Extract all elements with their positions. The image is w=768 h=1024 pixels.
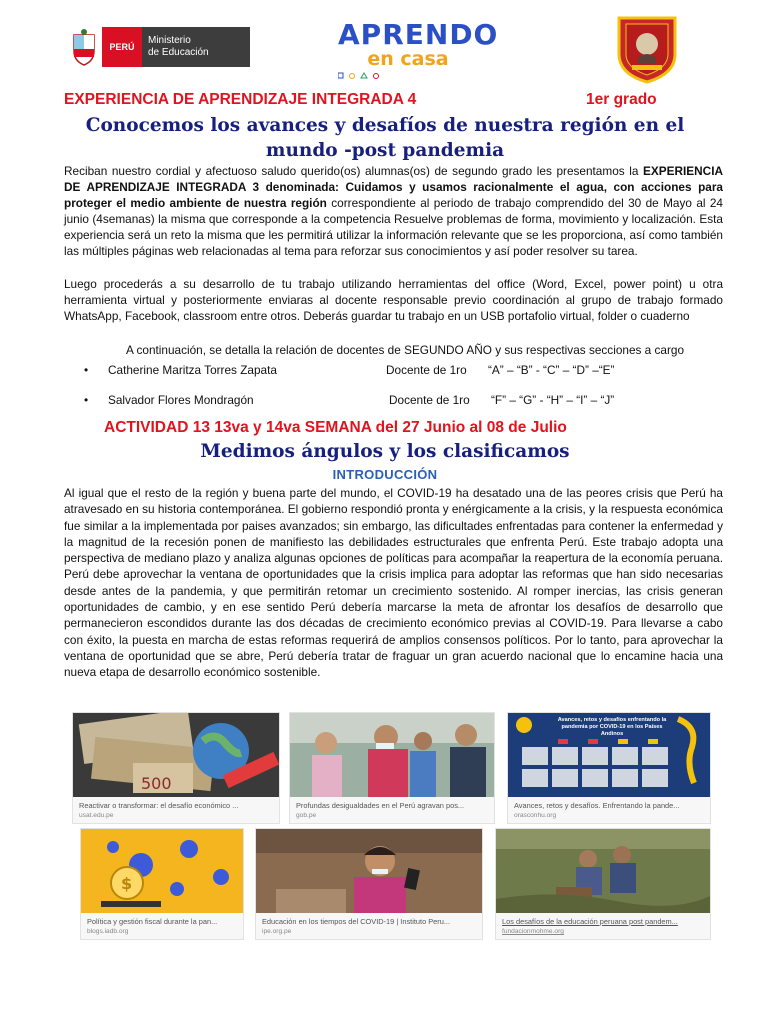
ministry-name bbox=[142, 27, 250, 67]
svg-text:500: 500 bbox=[141, 774, 172, 793]
activity-line: ACTIVIDAD 13 13va y 14va SEMANA del 27 Junio al 08 de Julio bbox=[104, 419, 567, 436]
peru-ministry-logo bbox=[70, 25, 250, 69]
teacher-name: Salvador Flores Mondragón bbox=[108, 393, 254, 407]
image-source: gob.pe bbox=[296, 812, 317, 819]
image-result-card[interactable] bbox=[72, 712, 280, 824]
peru-shield-icon bbox=[70, 27, 98, 67]
image-source: ipe.org.pe bbox=[262, 928, 292, 935]
image-result-card[interactable] bbox=[495, 828, 711, 940]
teacher-sections: “F” – “G” - “H” – “I” – “J” bbox=[491, 393, 615, 407]
intro-paragraph-bold: EXPERIENCIA DE APRENDIZAJE INTEGRADA 3 denominada: Cuidamos y usamos racionalmente el agua, con acciones para proteger el medio ambiente de nuestra región bbox=[64, 164, 723, 211]
teacher-sections: “A” – “B” - “C” – “D” –“E” bbox=[488, 363, 615, 377]
image-source: blogs.iadb.org bbox=[87, 928, 129, 935]
en-casa-text: en casa bbox=[367, 48, 449, 70]
teacher-role: Docente de 1ro bbox=[386, 363, 467, 377]
video-conference-image bbox=[508, 713, 710, 797]
aprendo-en-casa-logo bbox=[338, 18, 499, 70]
money-globe-image bbox=[73, 713, 279, 797]
experience-title: EXPERIENCIA DE APRENDIZAJE INTEGRADA 4 bbox=[64, 91, 417, 108]
image-source: fundacionmohme.org bbox=[502, 928, 564, 935]
image-caption: Avances, retos y desafíos. Enfrentando la pande... bbox=[514, 801, 680, 810]
bullet-icon: • bbox=[84, 393, 89, 407]
image-source: orasconhu.org bbox=[514, 812, 557, 819]
image-caption: Política y gestión fiscal durante la pan... bbox=[87, 917, 218, 926]
bullet-icon: • bbox=[84, 363, 89, 377]
image-result-card[interactable] bbox=[80, 828, 244, 940]
peru-flag-label: PERÚ bbox=[102, 27, 142, 67]
introduction-heading: INTRODUCCIÓN bbox=[332, 467, 438, 482]
masked-people-image bbox=[290, 713, 494, 797]
instructions-paragraph: Luego procederás a su desarrollo de tu trabajo utilizando herramientas del office (Word, Excel, power point) u otra herramienta virtual y posteriormente enviaras al docente responsable previo coordinación al grupo de trabajo formado WhatsApp, Facebook, classroom entre otros. Deberás guardar tu trabajo en un USB portafolio virtual, folder o cuaderno bbox=[64, 277, 723, 324]
girl-phone-image bbox=[256, 829, 482, 913]
intro-paragraph-part-1: Reciban nuestro cordial y afectuoso saludo querido(os) alumnas(os) de segundo grado les presentamos la bbox=[64, 164, 644, 178]
ministry-line-2: de Educación bbox=[148, 47, 209, 58]
grade-label: 1er grado bbox=[586, 91, 657, 108]
school-crest-icon bbox=[614, 14, 680, 84]
image-result-card[interactable] bbox=[289, 712, 495, 824]
activity-title: Medimos ángulos y los clasificamos bbox=[200, 441, 570, 462]
conference-banner-text: Avances, retos y desafíos enfrentando la pandemia por COVID-19 en los Países Andinos bbox=[557, 717, 667, 737]
intro-paragraph bbox=[64, 163, 723, 260]
aprendo-shapes-icon bbox=[338, 72, 388, 82]
virus-coin-image bbox=[81, 829, 243, 913]
ministry-line-1: Ministerio bbox=[148, 35, 191, 46]
image-caption: Educación en los tiempos del COVID-19 | Instituto Peru... bbox=[262, 917, 451, 926]
image-caption: Los desafíos de la educación peruana post pandem... bbox=[502, 917, 678, 926]
introduction-paragraph: Al igual que el resto de la región y buena parte del mundo, el COVID-19 ha desatado una de las peores crisis que Perú ha atravesado en su historia contemporánea. El gobierno respondió pronta y enérgicamente a la crisis, y la respuesta económica fue similar a la implementada por paises avanzados; sin embargo, las dificultades enfrentadas para contener la enfermedad y la magnitud de la recesión ponen de manifiesto las debilidades estructurales que enfrenta Perú. Este trabajo adopta una perspectiva de mediano plazo y analiza algunas opciones de políticas para acompañar la reapertura de la economía peruana. Perú debe aprovechar la ventana de oportunidades que la crisis implica para adoptar las reformas que han sido necesarias desde antes de la pandemia, y que permitirán retomar un crecimiento sostenido. Al romper inercias, las crisis generan oportunidades de cambio, y en ese sentido Perú debería marcarse la meta de afrontar los desafíos de desarrollo que permanecieron escondidos durante las dos décadas de crecimiento económico previas al COVID-19. Para llevarse a cabo con éxito, la puesta en marcha de estas reformas requerirá de amplios consensos políticos. Por lo tanto, para aprovechar la ventana de oportunidad que se abre, Perú debería tratar de fraguar un gran acuerdo nacional que lo encamine hacia una nueva etapa de desarrollo económico sostenible. bbox=[64, 486, 723, 680]
children-field-image bbox=[496, 829, 710, 913]
teachers-intro: A continuación, se detalla la relación de docentes de SEGUNDO AÑO y sus respectivas secciones a cargo bbox=[126, 343, 685, 357]
intro-paragraph-part-3: correspondiente al periodo de trabajo comprendido del 30 de Mayo al 24 junio (4semanas) la misma que corresponde a la competencia Resuelve problemas de forma, movimiento y localización. Esta experiencia será un reto la misma que les permitirá utilizar la información relevante que se les proporciona, así como también las múltiples páginas web relacionadas al tema para reforzar sus conocimientos y así poder resolver su tarea. bbox=[64, 196, 723, 259]
image-source: usat.edu.pe bbox=[79, 812, 114, 819]
image-result-card[interactable] bbox=[507, 712, 711, 824]
main-title: Conocemos los avances y desafíos de nuestra región en el mundo -post pandemia bbox=[85, 115, 685, 161]
aprendo-text: APRENDO bbox=[338, 18, 499, 51]
teacher-role: Docente de 1ro bbox=[389, 393, 470, 407]
svg-text:$: $ bbox=[121, 874, 133, 893]
teacher-name: Catherine Maritza Torres Zapata bbox=[108, 363, 277, 377]
image-caption: Profundas desigualdades en el Perú agravan pos... bbox=[296, 801, 465, 810]
image-caption: Reactivar o transformar: el desafío económico ... bbox=[79, 801, 239, 810]
image-result-card[interactable] bbox=[255, 828, 483, 940]
